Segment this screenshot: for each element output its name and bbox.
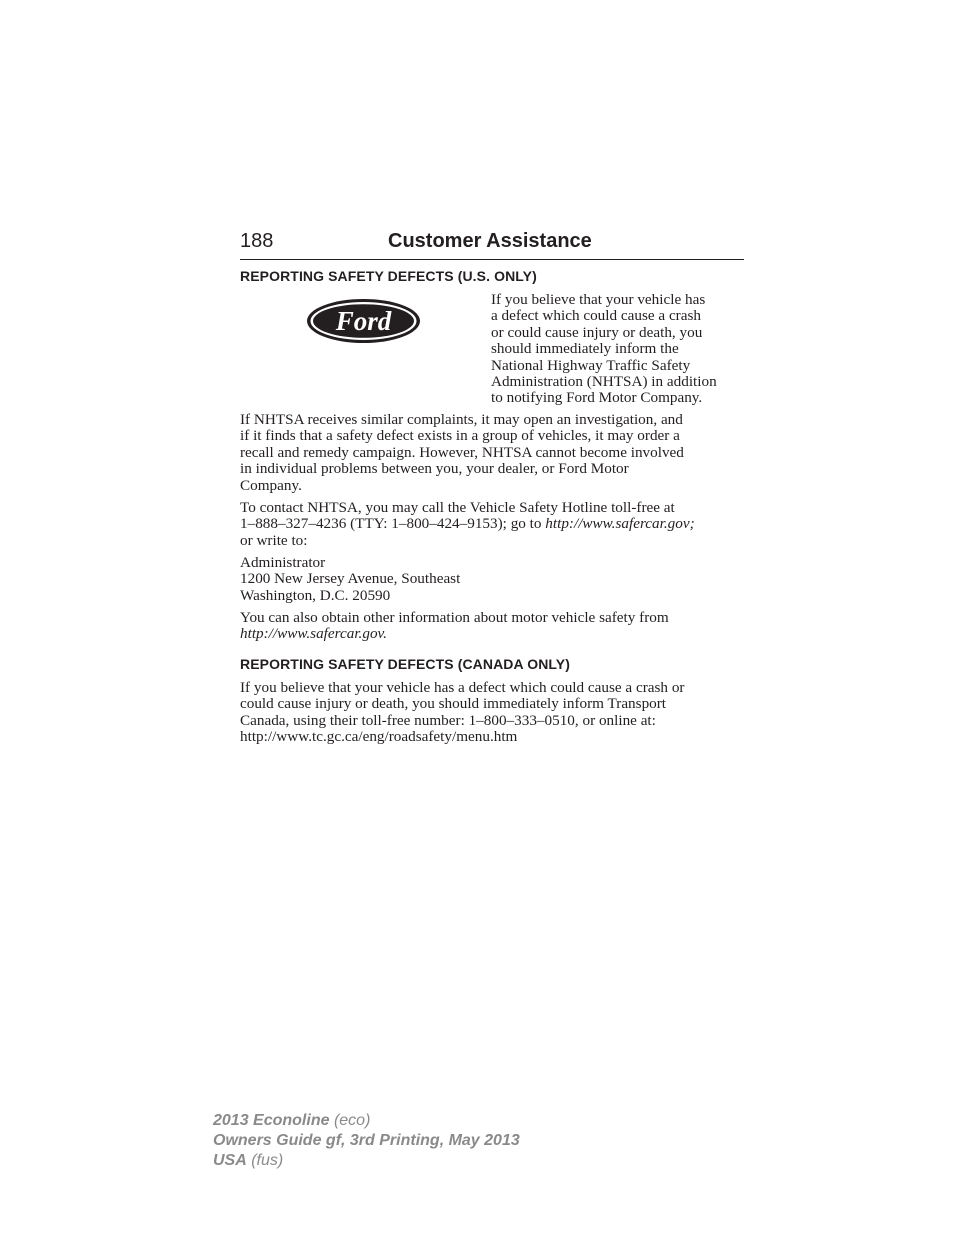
footer-market: USA [213,1152,247,1169]
page-header [240,229,744,260]
text-line: Canada, using their toll-free number: 1–800–333–0510, or online at: [240,711,656,729]
safercar-link[interactable]: http://www.safercar.gov; [545,515,695,533]
text-line [240,626,748,642]
section-heading-canada: REPORTING SAFETY DEFECTS (CANADA ONLY) [240,656,570,672]
text-line: recall and remedy campaign. However, NHTSA cannot become involved [240,443,684,461]
text-line: Administration (NHTSA) in addition [491,373,717,391]
us-intro-paragraph [491,292,746,407]
chapter-title: Customer Assistance [388,230,592,252]
safercar-link[interactable]: http://www.safercar.gov. [240,625,387,643]
footer-guide-info: Owners Guide gf, 3rd Printing, May 2013 [213,1132,520,1149]
address-line: Administrator [240,554,326,571]
text-line: To contact NHTSA, you may call the Vehicle Safety Hotline toll-free at [240,499,675,516]
address-line: Washington, D.C. 20590 [240,586,391,604]
text-line: If NHTSA receives similar complaints, it may open an investigation, and [240,411,683,428]
text-line [240,516,748,532]
page-footer [213,1111,520,1171]
text-line: or could cause injury or death, you [491,323,703,341]
footer-line [213,1151,520,1171]
footer-line [213,1111,520,1131]
text-line: or write to: [240,531,308,549]
text-line: could cause injury or death, you should immediately inform Transport [240,695,667,713]
text-line: if it finds that a safety defect exists in a group of vehicles, it may order a [240,427,680,445]
text-line: in individual problems between you, your dealer, or Ford Motor [240,460,629,478]
text-line: Company. [240,476,302,494]
nhtsa-investigation-paragraph [240,412,748,494]
footer-market-code: (fus) [246,1152,284,1169]
text-line: a defect which could cause a crash [491,307,701,325]
ford-logo-icon [305,297,422,345]
hotline-text: 1–888–327–4236 (TTY: 1–800–424–9153); go to [240,515,546,533]
text-line: You can also obtain other information about motor vehicle safety from [240,609,669,626]
text-line: to notifying Ford Motor Company. [491,389,703,407]
transport-canada-url[interactable]: http://www.tc.gc.ca/eng/roadsafety/menu.htm [240,728,518,746]
footer-line [213,1131,520,1151]
section-heading-us: REPORTING SAFETY DEFECTS (U.S. ONLY) [240,268,537,284]
canada-paragraph [240,680,748,746]
footer-model: 2013 Econoline [213,1112,330,1129]
text-line: should immediately inform the [491,340,679,358]
text-line: National Highway Traffic Safety [491,356,691,374]
footer-model-code: (eco) [329,1112,371,1129]
nhtsa-contact-paragraph [240,500,748,549]
text-line: If you believe that your vehicle has [491,291,706,308]
more-info-paragraph [240,610,748,643]
nhtsa-address [240,555,748,604]
text-line: If you believe that your vehicle has a defect which could cause a crash or [240,679,685,696]
page-number: 188 [240,230,274,252]
ford-logo-text: Ford [335,306,392,336]
address-line: 1200 New Jersey Avenue, Southeast [240,570,461,588]
